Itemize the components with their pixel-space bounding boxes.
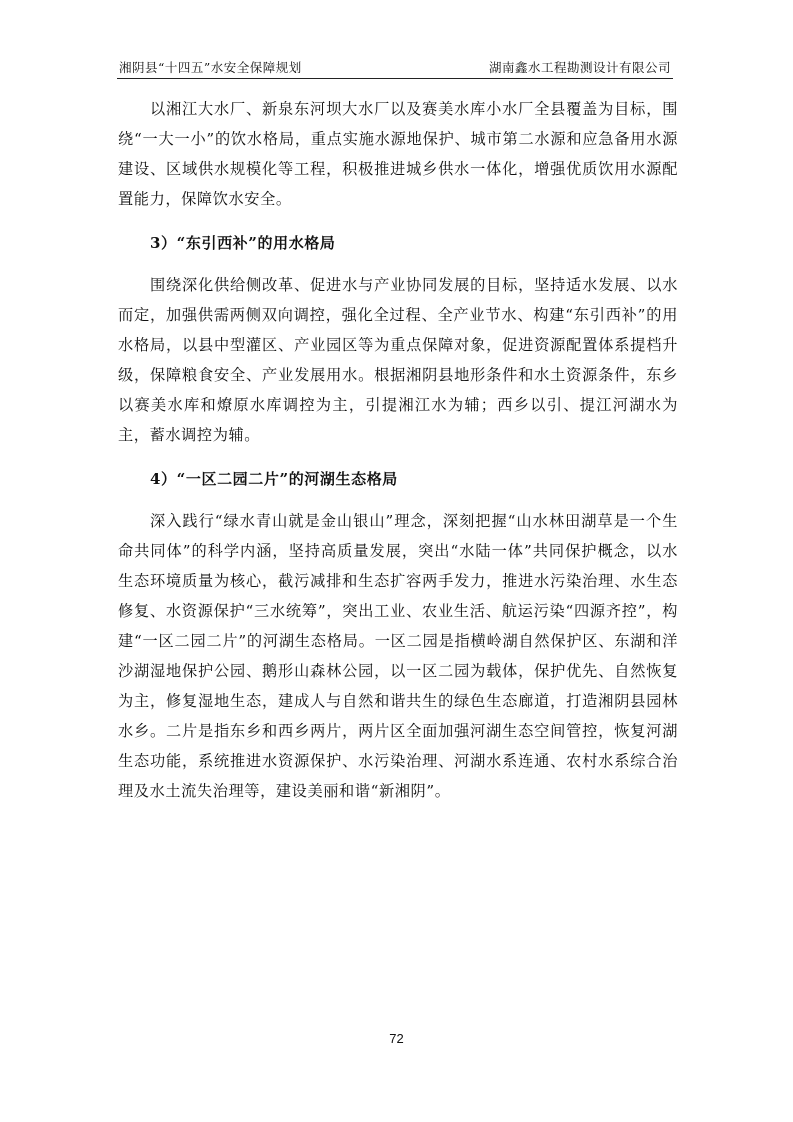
section-heading-3: 3）“东引西补”的用水格局 xyxy=(150,234,336,252)
page-number: 72 xyxy=(389,1031,404,1046)
header-divider xyxy=(117,78,673,79)
page-content xyxy=(118,94,678,806)
paragraph-water-supply: 以湘江大水厂、新泉东河坝大水厂以及赛美水库小水厂全县覆盖为目标，围绕“一大一小”的饮水格局，重点实施水源地保护、城市第二水源和应急备用水源建设、区域供水规模化等工程，积极推进城乡供水一体化，增强优质饮用水源配置能力，保障饮水安全。 xyxy=(118,100,678,208)
section-heading-4: 4）“一区二园二片”的河湖生态格局 xyxy=(150,470,398,488)
company-name: 湖南鑫水工程勘测设计有限公司 xyxy=(488,60,671,75)
page-header xyxy=(117,54,673,76)
paragraph-water-use: 围绕深化供给侧改革、促进水与产业协同发展的目标，坚持适水发展、以水而定，加强供需两侧双向调控，强化全过程、全产业节水、构建“东引西补”的用水格局，以县中型灌区、产业园区等为重点保障对象，促进资源配置体系提档升级，保障粮食安全、产业发展用水。根据湘阴县地形条件和水土资源条件，东乡以赛美水库和燎原水库调控为主，引提湘江水为辅；西乡以引、提江河湖水为主，蓄水调控为辅。 xyxy=(118,276,678,444)
paragraph-ecology: 深入践行“绿水青山就是金山银山”理念，深刻把握“山水林田湖草是一个生命共同体”的科学内涵，坚持高质量发展，突出“水陆一体”共同保护概念，以水生态环境质量为核心，截污减排和生态扩容两手发力，推进水污染治理、水生态修复、水资源保护“三水统筹”，突出工业、农业生活、航运污染“四源齐控”，构建“一区二园二片”的河湖生态格局。一区二园是指横岭湖自然保护区、东湖和洋沙湖湿地保护公园、鹅形山森林公园，以一区二园为载体，保护优先、自然恢复为主，修复湿地生态，建成人与自然和谐共生的绿色生态廊道，打造湘阴县园林水乡。二片是指东乡和西乡两片，两片区全面加强河湖生态空间管控，恢复河湖生态功能，系统推进水资源保护、水污染治理、河湖水系连通、农村水系综合治理及水土流失治理等，建设美丽和谐“新湘阴”。 xyxy=(118,512,678,800)
document-title: 湘阴县“十四五”水安全保障规划 xyxy=(119,60,302,75)
